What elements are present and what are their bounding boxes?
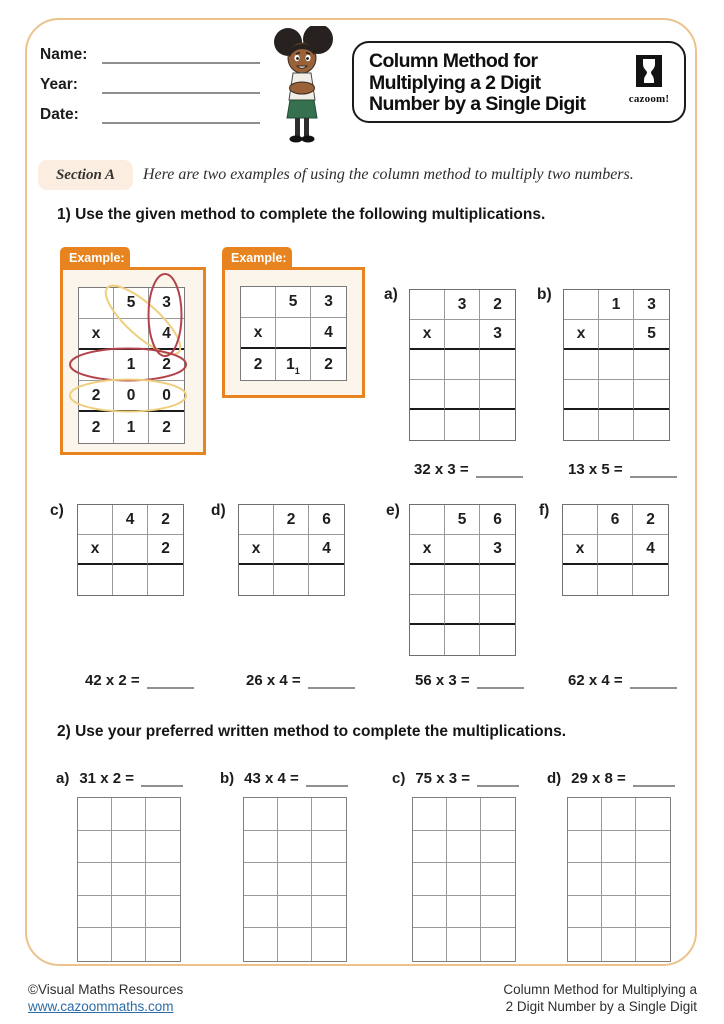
q2-problem-d-expression: 29 x 8 = xyxy=(571,770,626,787)
grid-cell xyxy=(410,410,445,440)
grid-cell: x xyxy=(241,318,276,349)
problem-d-label: d) xyxy=(211,502,226,519)
grid-cell xyxy=(413,896,447,929)
grid-cell: 2 xyxy=(149,350,184,381)
grid-cell xyxy=(568,928,602,961)
grid-cell xyxy=(445,565,480,595)
grid-cell xyxy=(568,896,602,929)
date-field-row xyxy=(40,106,260,124)
grid-cell xyxy=(241,287,276,318)
problem-e-grid[interactable] xyxy=(409,504,516,656)
grid-cell xyxy=(480,350,515,380)
problem-c-caption xyxy=(85,672,194,689)
grid-cell xyxy=(447,896,481,929)
problem-e-label: e) xyxy=(386,502,400,519)
problem-b-grid[interactable] xyxy=(563,289,670,441)
section-a-badge: Section A xyxy=(38,160,133,190)
grid-cell: x xyxy=(563,535,598,565)
q2-problem-c-expression: 75 x 3 = xyxy=(415,770,470,787)
grid-cell: 1 xyxy=(599,290,634,320)
problem-d-caption xyxy=(246,672,355,689)
grid-cell xyxy=(636,798,670,831)
q2-work-grid-d[interactable] xyxy=(567,797,671,962)
problem-f-expression: 62 x 4 = xyxy=(568,672,623,689)
question-2-heading: 2) Use your preferred written method to complete the multiplications. xyxy=(57,723,566,740)
grid-cell xyxy=(599,410,634,440)
grid-cell xyxy=(634,350,669,380)
grid-cell xyxy=(239,565,274,595)
grid-cell: x xyxy=(410,535,445,565)
problem-f-answer-blank[interactable] xyxy=(630,674,677,689)
carry-digit: 1 xyxy=(294,366,300,376)
grid-cell xyxy=(481,928,515,961)
problem-e-expression: 56 x 3 = xyxy=(415,672,470,689)
grid-cell: 1 xyxy=(114,412,149,443)
footer-website-link[interactable]: www.cazoommaths.com xyxy=(28,999,174,1014)
grid-cell xyxy=(480,595,515,625)
grid-cell xyxy=(636,863,670,896)
grid-cell xyxy=(634,410,669,440)
q2-problem-b-expression: 43 x 4 = xyxy=(244,770,299,787)
cazoom-drum-icon xyxy=(636,55,662,87)
grid-cell xyxy=(112,831,146,864)
grid-cell: 3 xyxy=(311,287,346,318)
grid-cell: 0 xyxy=(114,381,149,412)
grid-cell xyxy=(278,928,312,961)
grid-cell: 3 xyxy=(445,290,480,320)
grid-cell xyxy=(113,565,148,595)
q2-problem-a-answer-blank[interactable] xyxy=(141,772,183,787)
problem-d-expression: 26 x 4 = xyxy=(246,672,301,689)
problem-d-answer-blank[interactable] xyxy=(308,674,355,689)
grid-cell xyxy=(112,896,146,929)
name-input-line[interactable] xyxy=(102,47,260,64)
grid-cell xyxy=(445,625,480,655)
q2-problem-c-answer-blank[interactable] xyxy=(477,772,519,787)
problem-a-label: a) xyxy=(384,286,398,303)
year-field-row xyxy=(40,76,260,94)
grid-cell xyxy=(636,928,670,961)
grid-cell xyxy=(410,625,445,655)
grid-cell: 1 xyxy=(114,350,149,381)
problem-d-grid[interactable] xyxy=(238,504,345,596)
grid-cell xyxy=(78,565,113,595)
grid-cell xyxy=(481,831,515,864)
grid-cell: 3 xyxy=(480,320,515,350)
grid-cell: 2 xyxy=(274,505,309,535)
grid-cell xyxy=(481,863,515,896)
grid-cell xyxy=(146,831,180,864)
example-1-box xyxy=(60,267,206,455)
grid-cell xyxy=(413,798,447,831)
grid-cell xyxy=(309,565,344,595)
problem-e-answer-blank[interactable] xyxy=(477,674,524,689)
problem-a-grid[interactable] xyxy=(409,289,516,441)
grid-cell xyxy=(480,410,515,440)
grid-cell: 6 xyxy=(598,505,633,535)
cazoom-logo-text: cazoom! xyxy=(628,93,670,105)
grid-cell xyxy=(239,505,274,535)
cazoom-logo xyxy=(623,55,675,105)
problem-c-expression: 42 x 2 = xyxy=(85,672,140,689)
problem-b-answer-blank[interactable] xyxy=(630,463,677,478)
grid-cell: 4 xyxy=(309,535,344,565)
grid-cell xyxy=(78,928,112,961)
grid-cell: 5 xyxy=(276,287,311,318)
grid-cell: 4 xyxy=(149,319,184,350)
footer-title-line-2: 2 Digit Number by a Single Digit xyxy=(505,999,697,1014)
problem-f-caption xyxy=(568,672,677,689)
grid-cell: x xyxy=(564,320,599,350)
grid-cell xyxy=(410,595,445,625)
year-input-line[interactable] xyxy=(102,77,260,94)
q2-problem-c-label: c) xyxy=(392,770,406,787)
problem-c-grid[interactable] xyxy=(77,504,184,596)
grid-cell xyxy=(112,928,146,961)
title-line-3: Number by a Single Digit xyxy=(369,93,586,115)
q2-work-grid-a[interactable] xyxy=(77,797,181,962)
problem-a-expression: 32 x 3 = xyxy=(414,461,469,478)
grid-cell xyxy=(78,798,112,831)
grid-cell: 4 xyxy=(311,318,346,349)
grid-cell xyxy=(312,863,346,896)
grid-cell xyxy=(112,798,146,831)
grid-cell xyxy=(599,380,634,410)
grid-cell: 2 xyxy=(79,381,114,412)
grid-cell xyxy=(413,928,447,961)
example-2 xyxy=(222,247,365,398)
grid-cell xyxy=(79,288,114,319)
grid-cell xyxy=(146,896,180,929)
problem-c-label: c) xyxy=(50,502,64,519)
q2-problem-c xyxy=(392,770,519,787)
grid-cell xyxy=(274,565,309,595)
grid-cell xyxy=(445,380,480,410)
grid-cell xyxy=(599,350,634,380)
grid-cell xyxy=(312,928,346,961)
grid-cell: 3 xyxy=(149,288,184,319)
grid-cell xyxy=(312,831,346,864)
grid-cell xyxy=(602,798,636,831)
name-label: Name: xyxy=(40,46,88,63)
grid-cell xyxy=(602,863,636,896)
footer-copyright-text: ©Visual Maths Resources xyxy=(28,982,184,997)
grid-cell xyxy=(564,380,599,410)
grid-cell xyxy=(445,595,480,625)
grid-cell xyxy=(563,505,598,535)
problem-b-caption xyxy=(568,461,677,478)
grid-cell: x xyxy=(79,319,114,350)
grid-cell xyxy=(602,896,636,929)
section-a-description: Here are two examples of using the column method to multiply two numbers. xyxy=(143,166,634,183)
grid-cell xyxy=(312,896,346,929)
grid-cell xyxy=(445,410,480,440)
grid-cell xyxy=(447,798,481,831)
student-character-illustration xyxy=(270,26,340,149)
q2-work-grid-b[interactable] xyxy=(243,797,347,962)
grid-cell xyxy=(410,350,445,380)
problem-a-caption xyxy=(414,461,523,478)
grid-cell xyxy=(278,896,312,929)
example-2-box xyxy=(222,267,365,398)
q2-problem-a-label: a) xyxy=(56,770,70,787)
name-field-row xyxy=(40,46,260,64)
grid-cell xyxy=(410,565,445,595)
grid-cell: 5 xyxy=(634,320,669,350)
worksheet-title-box xyxy=(352,41,686,123)
grid-cell xyxy=(278,863,312,896)
grid-cell xyxy=(410,290,445,320)
grid-cell xyxy=(244,798,278,831)
grid-cell xyxy=(312,798,346,831)
problem-a-answer-blank[interactable] xyxy=(476,463,523,478)
grid-cell xyxy=(274,535,309,565)
grid-cell xyxy=(78,896,112,929)
grid-cell xyxy=(114,319,149,350)
q2-problem-b-answer-blank[interactable] xyxy=(306,772,348,787)
grid-cell xyxy=(563,565,598,595)
q2-problem-d-answer-blank[interactable] xyxy=(633,772,675,787)
grid-cell xyxy=(413,831,447,864)
grid-cell: 2 xyxy=(324,355,333,373)
q2-problem-d-label: d) xyxy=(547,770,562,787)
q2-work-grid-c[interactable] xyxy=(412,797,516,962)
grid-cell: x xyxy=(239,535,274,565)
grid-cell xyxy=(146,798,180,831)
grid-cell: 2 xyxy=(148,505,183,535)
grid-cell xyxy=(564,290,599,320)
grid-cell xyxy=(146,928,180,961)
grid-cell xyxy=(278,831,312,864)
year-label: Year: xyxy=(40,76,78,93)
date-input-line[interactable] xyxy=(102,107,260,124)
grid-cell xyxy=(445,320,480,350)
grid-cell xyxy=(146,863,180,896)
grid-cell xyxy=(244,863,278,896)
worksheet-title xyxy=(369,51,619,116)
grid-cell xyxy=(244,831,278,864)
footer-worksheet-title xyxy=(503,981,697,1015)
grid-cell xyxy=(113,535,148,565)
example-2-tab: Example: xyxy=(222,247,292,269)
grid-cell xyxy=(564,410,599,440)
grid-cell xyxy=(79,350,114,381)
grid-cell xyxy=(447,928,481,961)
example-2-grid xyxy=(240,286,347,381)
grid-cell: 5 xyxy=(445,505,480,535)
q2-problem-b-label: b) xyxy=(220,770,235,787)
grid-cell xyxy=(568,798,602,831)
grid-cell: 3 xyxy=(634,290,669,320)
problem-c-answer-blank[interactable] xyxy=(147,674,194,689)
grid-cell xyxy=(481,798,515,831)
grid-cell xyxy=(244,896,278,929)
grid-cell xyxy=(445,535,480,565)
grid-cell: x xyxy=(78,535,113,565)
problem-b-expression: 13 x 5 = xyxy=(568,461,623,478)
grid-cell: x xyxy=(410,320,445,350)
grid-cell: 6 xyxy=(309,505,344,535)
example-1-tab: Example: xyxy=(60,247,130,269)
grid-cell: 2 xyxy=(241,349,276,380)
question-1-heading: 1) Use the given method to complete the following multiplications. xyxy=(57,206,546,223)
grid-cell xyxy=(564,350,599,380)
grid-cell: 2 xyxy=(633,505,668,535)
problem-b-label: b) xyxy=(537,286,552,303)
grid-cell xyxy=(599,320,634,350)
footer-copyright xyxy=(28,981,183,1015)
q2-problem-a xyxy=(56,770,183,787)
grid-cell xyxy=(481,896,515,929)
grid-cell xyxy=(410,380,445,410)
example-1-grid xyxy=(78,287,185,444)
grid-cell xyxy=(633,565,668,595)
grid-cell: 3 xyxy=(480,535,515,565)
date-label: Date: xyxy=(40,106,79,123)
grid-cell xyxy=(480,625,515,655)
grid-cell xyxy=(112,863,146,896)
grid-cell xyxy=(445,350,480,380)
q2-problem-d xyxy=(547,770,675,787)
title-line-1: Column Method for xyxy=(369,50,538,72)
grid-cell xyxy=(636,896,670,929)
grid-cell: 5 xyxy=(114,288,149,319)
grid-cell xyxy=(278,798,312,831)
grid-cell xyxy=(636,831,670,864)
grid-cell xyxy=(598,535,633,565)
example-1 xyxy=(60,247,206,455)
grid-cell xyxy=(447,831,481,864)
grid-cell: 2 xyxy=(480,290,515,320)
grid-cell: 4 xyxy=(113,505,148,535)
grid-cell: 6 xyxy=(480,505,515,535)
grid-cell xyxy=(413,863,447,896)
q2-problem-b xyxy=(220,770,348,787)
problem-f-label: f) xyxy=(539,502,550,519)
grid-cell: 4 xyxy=(633,535,668,565)
q2-problem-a-expression: 31 x 2 = xyxy=(79,770,134,787)
grid-cell xyxy=(602,831,636,864)
grid-cell: 2 xyxy=(148,535,183,565)
problem-e-caption xyxy=(415,672,524,689)
grid-cell: 2 xyxy=(162,418,171,436)
title-line-2: Multiplying a 2 Digit xyxy=(369,71,541,94)
grid-cell: 2 xyxy=(79,412,114,443)
grid-cell xyxy=(244,928,278,961)
grid-cell xyxy=(276,318,311,349)
grid-cell: 1 1 xyxy=(276,349,311,380)
grid-cell xyxy=(634,380,669,410)
grid-cell xyxy=(78,505,113,535)
grid-cell xyxy=(602,928,636,961)
grid-cell xyxy=(598,565,633,595)
grid-cell xyxy=(568,863,602,896)
problem-f-grid[interactable] xyxy=(562,504,669,596)
grid-cell xyxy=(480,565,515,595)
grid-cell xyxy=(148,565,183,595)
footer-title-line-1: Column Method for Multiplying a xyxy=(503,982,697,997)
grid-cell xyxy=(410,505,445,535)
grid-cell xyxy=(447,863,481,896)
grid-cell xyxy=(78,831,112,864)
grid-cell xyxy=(78,863,112,896)
grid-cell: 0 xyxy=(149,381,184,412)
grid-cell xyxy=(480,380,515,410)
grid-cell xyxy=(568,831,602,864)
